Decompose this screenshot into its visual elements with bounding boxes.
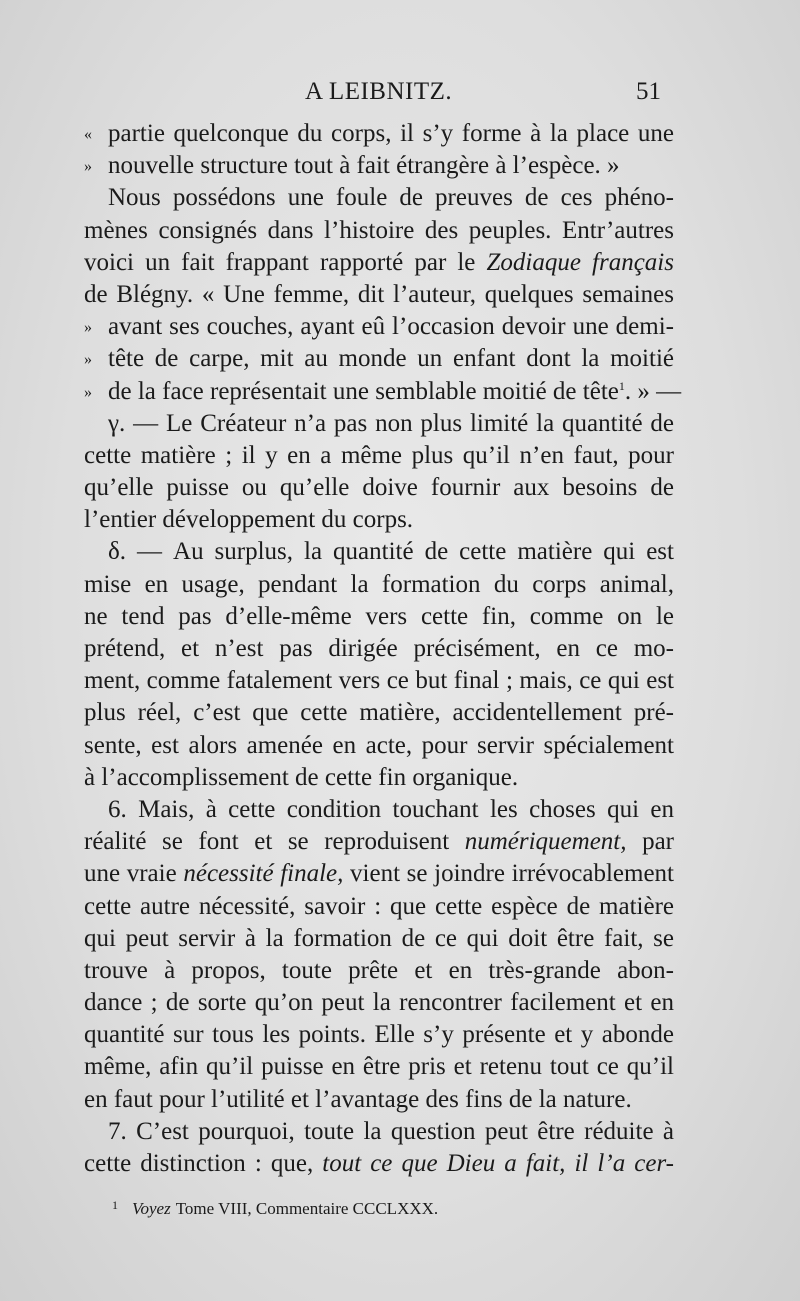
quote-mark: » (84, 351, 92, 369)
line-text: Nous possédons une foule de preuves de ces phéno- (108, 184, 674, 212)
line-text: à l’accomplissement de cette fin organique. (84, 763, 519, 791)
italic-text: tout ce que Dieu a fait, il l’a cer- (322, 1150, 674, 1177)
text-line (84, 343, 674, 375)
text-line (84, 762, 674, 794)
line-text: mènes consignés dans l’histoire des peuples. Entr’autres (84, 216, 674, 244)
text-line (84, 697, 674, 729)
line-text: cette autre nécessité, savoir : que cette espèce de matière (84, 892, 674, 920)
line-text: qui peut servir à la formation de ce qui doit être fait, se (84, 924, 674, 952)
text-line (84, 730, 674, 762)
line-text: réalité se font et se reproduisent (84, 828, 465, 856)
body-text (84, 118, 682, 1180)
footnote-ref: 1 (618, 378, 625, 393)
text-line (84, 955, 674, 987)
line-text: voici un fait frappant rapporté par le (84, 248, 487, 276)
text-line (84, 1084, 674, 1116)
footnote-mark: 1 (112, 1198, 118, 1212)
line-text: . » — (624, 377, 682, 405)
line-text: ment, comme fatalement vers ce but final ; mais, ce qui est (84, 667, 674, 695)
italic-text: nécessité finale, (183, 860, 344, 888)
line-text: l’entier développement du corps. (84, 506, 414, 534)
text-line (84, 215, 674, 247)
text-line (84, 150, 674, 182)
text-line (84, 826, 674, 858)
line-text: même, afin qu’il puisse en être pris et retenu tout ce qu’il (84, 1053, 674, 1081)
text-line (84, 987, 674, 1019)
text-line (84, 569, 674, 601)
text-line (84, 891, 674, 923)
line-text: prétend, et n’est pas dirigée précisément, en ce mo- (84, 635, 674, 662)
text-line (84, 794, 674, 826)
running-title: A LEIBNITZ. (305, 78, 453, 105)
text-line (84, 376, 682, 408)
line-text: γ. — Le Créateur n’a pas non plus limité la quantité de (108, 409, 674, 437)
footnote (112, 1198, 438, 1219)
line-text: mise en usage, pendant la formation du corps animal, (84, 570, 674, 598)
line-text: δ. — Au surplus, la quantité de cette matière qui est (108, 538, 674, 566)
line-text: partie quelconque du corps, il s’y forme à la place une (108, 120, 674, 147)
quote-mark: » (84, 319, 92, 337)
text-line (84, 408, 674, 440)
text-line (84, 1051, 674, 1083)
line-text: cette matière ; il y en a même plus qu’il n’en faut, pour (84, 441, 674, 469)
line-text: dance ; de sorte qu’on peut la rencontrer facilement et en (84, 989, 674, 1017)
quote-mark: « (84, 126, 92, 143)
text-line (84, 601, 674, 633)
line-text: de Blégny. « Une femme, dit l’auteur, quelques semaines (84, 280, 674, 308)
running-header (0, 78, 800, 114)
line-text: avant ses couches, ayant eû l’occasion devoir une demi- (108, 313, 674, 341)
text-line (84, 279, 674, 311)
text-line (84, 247, 674, 279)
line-text: quantité sur tous les points. Elle s’y présente et y abonde (84, 1021, 674, 1049)
line-text: tête de carpe, mit au monde un enfant dont la moitié (108, 345, 674, 373)
line-text: par (626, 828, 674, 856)
page-number: 51 (636, 78, 661, 105)
text-line (84, 182, 674, 214)
line-text: qu’elle puisse ou qu’elle doive fournir aux besoins de (84, 474, 674, 502)
text-line (84, 923, 674, 955)
italic-text: numériquement, (464, 828, 627, 856)
line-text: en faut pour l’utilité et l’avantage des fins de la nature. (84, 1085, 632, 1113)
quote-mark: » (84, 158, 92, 176)
line-text: ne tend pas d’elle-même vers cette fin, comme on le (84, 602, 674, 630)
line-text: cette distinction : que, (84, 1150, 323, 1177)
text-line (84, 1116, 674, 1148)
text-line (84, 858, 674, 890)
text-line (84, 1148, 674, 1180)
line-text: plus réel, c’est que cette matière, accidentellement pré- (84, 699, 674, 727)
text-line (84, 536, 674, 568)
line-text: sente, est alors amenée en acte, pour servir spécialement (84, 731, 674, 759)
line-text: nouvelle structure tout à fait étrangère à l’espèce. » (108, 152, 620, 180)
text-line (84, 1019, 674, 1051)
italic-text: Zodiaque français (486, 248, 674, 276)
line-text: trouve à propos, toute prête et en très-grande abon- (84, 956, 674, 984)
text-line (84, 504, 674, 536)
text-line (84, 118, 674, 150)
quote-mark: » (84, 383, 92, 401)
line-text: une vraie (84, 860, 184, 888)
footnote-voyez: Voyez (132, 1199, 171, 1218)
text-line (84, 633, 674, 665)
line-text: 7. C’est pourquoi, toute la question peut être réduite à (108, 1117, 674, 1145)
line-text: 6. Mais, à cette condition touchant les choses qui en (108, 795, 674, 823)
footnote-text: Tome VIII, Commentaire CCCLXXX. (175, 1199, 439, 1218)
text-line (84, 472, 674, 504)
line-text: de la face représentait une semblable moitié de tête (108, 377, 619, 405)
text-line (84, 440, 674, 472)
line-text: vient se joindre irrévocablement (343, 860, 675, 888)
text-line (84, 665, 674, 697)
text-line (84, 311, 674, 343)
